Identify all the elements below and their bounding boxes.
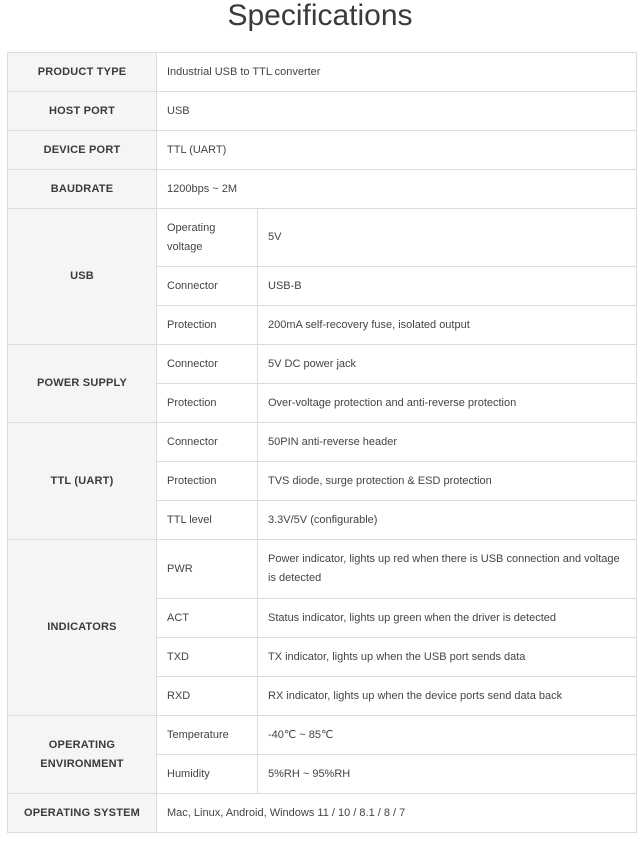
table-row-device-port <box>8 131 637 170</box>
sub-label: Protection <box>157 462 258 501</box>
param-label-baudrate: BAUDRATE <box>8 170 157 209</box>
sub-label: Protection <box>157 384 258 423</box>
sub-value: 5V DC power jack <box>258 345 637 384</box>
param-value-operating-system: Mac, Linux, Android, Windows 11 / 10 / 8.1 / 8 / 7 <box>157 794 637 833</box>
param-value-host-port: USB <box>157 92 637 131</box>
param-label-usb: USB <box>8 209 157 345</box>
sub-label: Connector <box>157 267 258 306</box>
sub-label: TXD <box>157 638 258 677</box>
param-label-indicators: INDICATORS <box>8 540 157 716</box>
table-row-ttl-connector <box>8 423 637 462</box>
param-label-operating-environment: OPERATING ENVIRONMENT <box>8 716 157 794</box>
sub-label: Protection <box>157 306 258 345</box>
table-row-indicator-pwr <box>8 540 637 599</box>
param-label-ttl: TTL (UART) <box>8 423 157 540</box>
param-label-power-supply: POWER SUPPLY <box>8 345 157 423</box>
table-row-usb-operating-voltage <box>8 209 637 267</box>
param-label-operating-system: OPERATING SYSTEM <box>8 794 157 833</box>
sub-value: 200mA self-recovery fuse, isolated output <box>258 306 637 345</box>
param-label-product-type: PRODUCT TYPE <box>8 53 157 92</box>
table-row-product-type <box>8 53 637 92</box>
param-value-baudrate: 1200bps ~ 2M <box>157 170 637 209</box>
page-title: Specifications <box>227 0 413 32</box>
sub-value: RX indicator, lights up when the device ports send data back <box>258 677 637 716</box>
sub-value: USB-B <box>258 267 637 306</box>
sub-label: Humidity <box>157 755 258 794</box>
param-value-product-type: Industrial USB to TTL converter <box>157 53 637 92</box>
sub-label: RXD <box>157 677 258 716</box>
sub-value: 3.3V/5V (configurable) <box>258 501 637 540</box>
param-value-device-port: TTL (UART) <box>157 131 637 170</box>
sub-label: Temperature <box>157 716 258 755</box>
table-row-baudrate <box>8 170 637 209</box>
table-row-power-connector <box>8 345 637 384</box>
table-row-host-port <box>8 92 637 131</box>
param-label-device-port: DEVICE PORT <box>8 131 157 170</box>
table-row-env-temperature <box>8 716 637 755</box>
param-label-host-port: HOST PORT <box>8 92 157 131</box>
sub-value: 50PIN anti-reverse header <box>258 423 637 462</box>
table-row-operating-system <box>8 794 637 833</box>
sub-label: Operating voltage <box>157 209 258 267</box>
sub-value: 5%RH ~ 95%RH <box>258 755 637 794</box>
sub-label: Connector <box>157 423 258 462</box>
sub-label: Connector <box>157 345 258 384</box>
sub-value: 5V <box>258 209 637 267</box>
sub-value: Over-voltage protection and anti-reverse protection <box>258 384 637 423</box>
sub-label: TTL level <box>157 501 258 540</box>
sub-value: Status indicator, lights up green when the driver is detected <box>258 599 637 638</box>
sub-value: TX indicator, lights up when the USB port sends data <box>258 638 637 677</box>
sub-label: PWR <box>157 540 258 599</box>
sub-value: -40℃ ~ 85℃ <box>258 716 637 755</box>
sub-value: Power indicator, lights up red when there is USB connection and voltage is detected <box>258 540 637 599</box>
sub-value: TVS diode, surge protection & ESD protection <box>258 462 637 501</box>
specifications-table <box>7 52 637 833</box>
sub-label: ACT <box>157 599 258 638</box>
